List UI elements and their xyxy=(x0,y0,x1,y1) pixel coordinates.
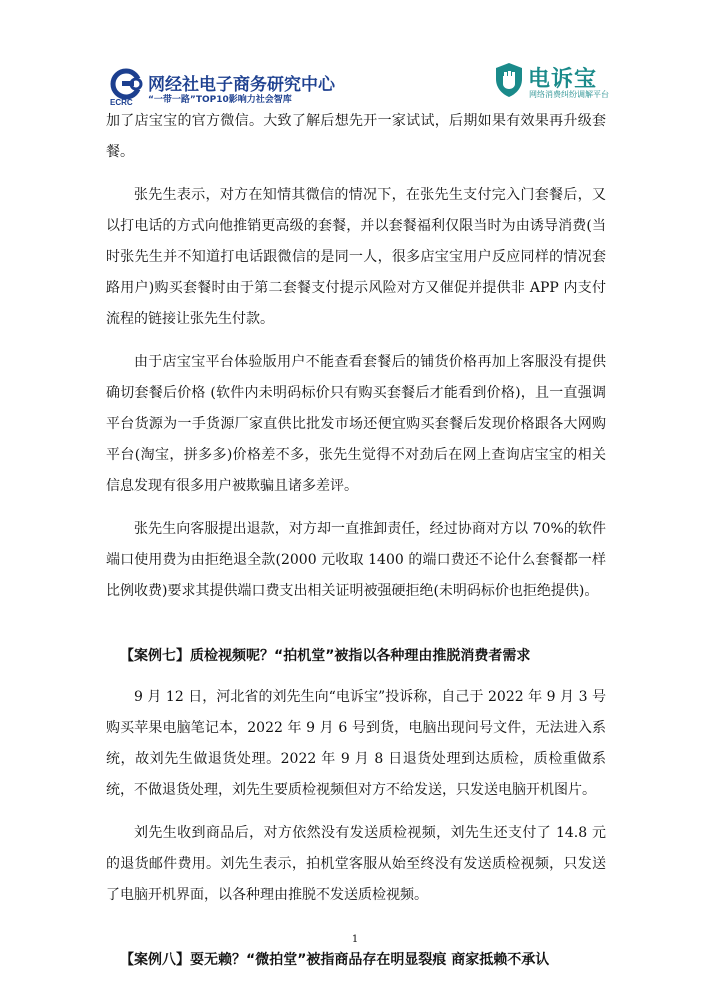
dianshubao-subtitle: 网络消费纠纷调解平台 xyxy=(529,90,609,99)
dianshubao-logo xyxy=(494,62,614,104)
paragraph-3: 由于店宝宝平台体验版用户不能查看套餐后的铺货价格再加上客服没有提供确切套餐后价格 (软件内未明码标价只有购买套餐后才能看到价格)，且一直强调平台货源为一手货源厂家直供比批发市场还便宜购买套餐后发现价格跟各大网购平台(淘宝，拼多多)价格差不多，张先生觉得不对劲后在网上查询店宝宝的相关信息发现有很多用户被欺骗且诸多差评。 xyxy=(106,354,606,494)
ecrc-logo xyxy=(108,64,358,110)
case-8-heading: 【案例八】耍无赖？“微拍堂”被指商品存在明显裂痕 商家抵赖不承认 xyxy=(120,952,550,968)
paragraph-1: 加了店宝宝的官方微信。大致了解后想先开一家试试，后期如果有效果再升级套餐。 xyxy=(106,113,606,160)
paragraph-2: 张先生表示，对方在知情其微信的情况下，在张先生支付完入门套餐后，又以打电话的方式向他推销更高级的套餐，并以套餐福利仅限当时为由诱导消费(当时张先生并不知道打电话跟微信的是同一人，很多店宝宝用户反应同样的情况套路用户)购买套餐时由于第二套餐支付提示风险对方又催促并提供非 APP 内支付流程的链接让张先生付款。 xyxy=(106,187,606,327)
page-header xyxy=(0,0,710,110)
case-7-heading: 【案例七】质检视频呢？“拍机堂”被指以各种理由推脱消费者需求 xyxy=(120,648,531,664)
page-number: 1 xyxy=(351,934,359,945)
document-body xyxy=(106,106,606,976)
ecrc-subtitle: “一带一路”TOP10影响力社会智库 xyxy=(148,95,292,105)
paragraph-6: 刘先生收到商品后，对方依然没有发送质检视频，刘先生还支付了 14.8 元的退货邮件费用。刘先生表示，拍机堂客服从始至终没有发送质检视频，只发送了电脑开机界面，以各种理由推脱不发送质检视频。 xyxy=(106,825,606,903)
shield-fist-icon xyxy=(494,62,524,98)
ecrc-title: 网经社电子商务研究中心 xyxy=(148,75,335,95)
dianshubao-title: 电诉宝 xyxy=(528,67,598,92)
ecrc-abbr: ECRC xyxy=(110,98,133,107)
paragraph-4: 张先生向客服提出退款，对方却一直推卸责任，经过协商对方以 70%的软件端口使用费为由拒绝退全款(2000 元收取 1400 的端口费还不论什么套餐都一样比例收费)要求其提供端口费支出相关证明被强硬拒绝(未明码标价也拒绝提供)。 xyxy=(106,521,606,599)
paragraph-5: 9 月 12 日，河北省的刘先生向“电诉宝”投诉称，自己于 2022 年 9 月 3 号购买苹果电脑笔记本，2022 年 9 月 6 号到货，电脑出现问号文件，无法进入系统，故刘先生做退货处理。2022 年 9 月 8 日退货处理到达质检，质检重做系统，不做退货处理，刘先生要质检视频但对方不给发送，只发送电脑开机图片。 xyxy=(106,689,606,798)
